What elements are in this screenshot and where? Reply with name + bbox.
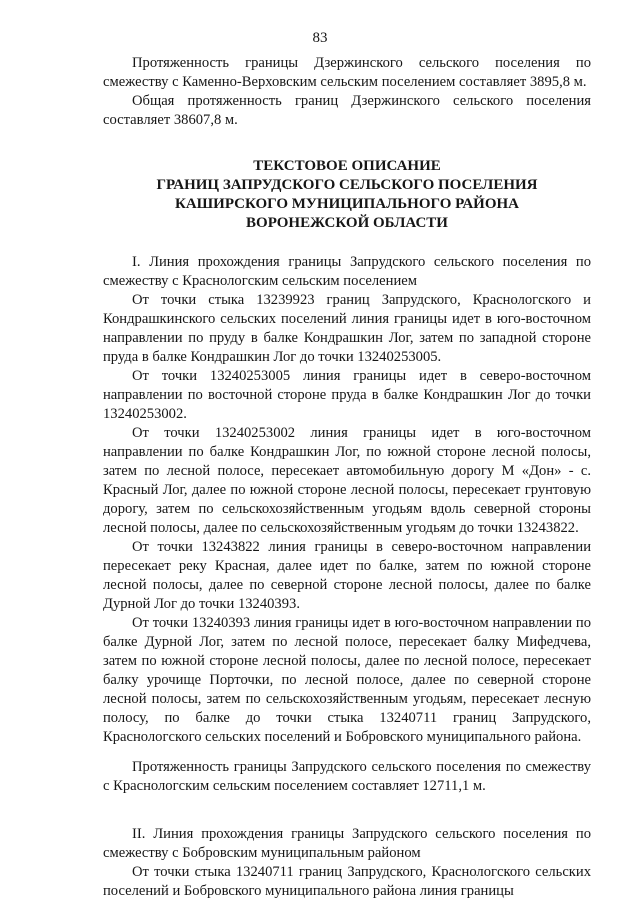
section-2-title: II. Линия прохождения границы Запрудского сельского поселения по смежеству с Бобровским муниципальным районом [103, 826, 591, 861]
intro-paragraph-1: Протяженность границы Дзержинского сельского поселения по смежеству с Каменно-Верховским сельским поселением составляет 3895,8 м. [103, 55, 591, 90]
intro-paragraph-2: Общая протяженность границ Дзержинского сельского поселения составляет 38607,8 м. [103, 93, 591, 128]
page-number: 83 [312, 30, 328, 46]
section-1-title: I. Линия прохождения границы Запрудского сельского поселения по смежеству с Краснологским сельским поселением [103, 254, 591, 289]
section-1-paragraph-1: От точки стыка 13239923 границ Запрудского, Краснологского и Кондрашкинского сельских поселений линия границы идет в юго-восточном направлении по пруду в балке Кондрашкин Лог, затем по западной стороне пруда в балке Кондрашкин Лог до точки 13240253005. [103, 292, 591, 365]
section-1-paragraph-5: От точки 13240393 линия границы идет в юго-восточном направлении по балке Дурной Лог, затем по лесной полосе, пересекает балку Мифедчева, затем по южной стороне лесной полосы, далее по лесной полосе, пересекает балку урочище Порточки, по лесной полосе, далее по северной стороне лесной полосы, затем по сельскохозяйственным угодьям, пересекает лесную полосу, по балке до точки стыка 13240711 границ Запрудского, Краснологского сельских поселений и Бобровского муниципального района. [103, 615, 591, 745]
heading-line-3: КАШИРСКОГО МУНИЦИПАЛЬНОГО РАЙОНА [174, 196, 520, 212]
document-heading [103, 157, 591, 233]
section-1-paragraph-3: От точки 13240253002 линия границы идет в юго-восточном направлении по балке Кондрашкин Лог, по южной стороне лесной полосы, затем по лесной полосе, пересекает автомобильную дорогу М «Дон» - с. Красный Лог, далее по южной стороне лесной полосы, пересекает грунтовую дорогу, затем по сельскохозяйственным угодьям вдоль северной стороны лесной полосы, далее по сельскохозяйственным угодьям до точки 13243822. [103, 425, 591, 536]
spacer [103, 747, 591, 758]
section-1-summary: Протяженность границы Запрудского сельского поселения по смежеству с Краснологским сельским поселением составляет 12711,1 м. [103, 759, 591, 794]
section-spacer [103, 796, 591, 825]
section-1-paragraph-2: От точки 13240253005 линия границы идет в северо-восточном направлении по восточной стороне пруда в балке Кондрашкин Лог до точки 13240253002. [103, 368, 591, 422]
heading-line-1: ТЕКСТОВОЕ ОПИСАНИЕ [253, 158, 441, 174]
heading-line-2: ГРАНИЦ ЗАПРУДСКОГО СЕЛЬСКОГО ПОСЕЛЕНИЯ [156, 177, 538, 193]
heading-line-4: ВОРОНЕЖСКОЙ ОБЛАСТИ [246, 215, 448, 231]
section-2-paragraph-1: От точки стыка 13240711 границ Запрудского, Краснологского сельских поселений и Бобровского муниципального района линия границы [103, 864, 591, 899]
document-body [103, 54, 591, 901]
section-1-paragraph-4: От точки 13243822 линия границы в северо-восточном направлении пересекает реку Красная, далее идет по балке, затем по южной стороне лесной полосы, далее по северной стороне лесной полосы, далее по балке Дурной Лог до точки 13240393. [103, 539, 591, 612]
